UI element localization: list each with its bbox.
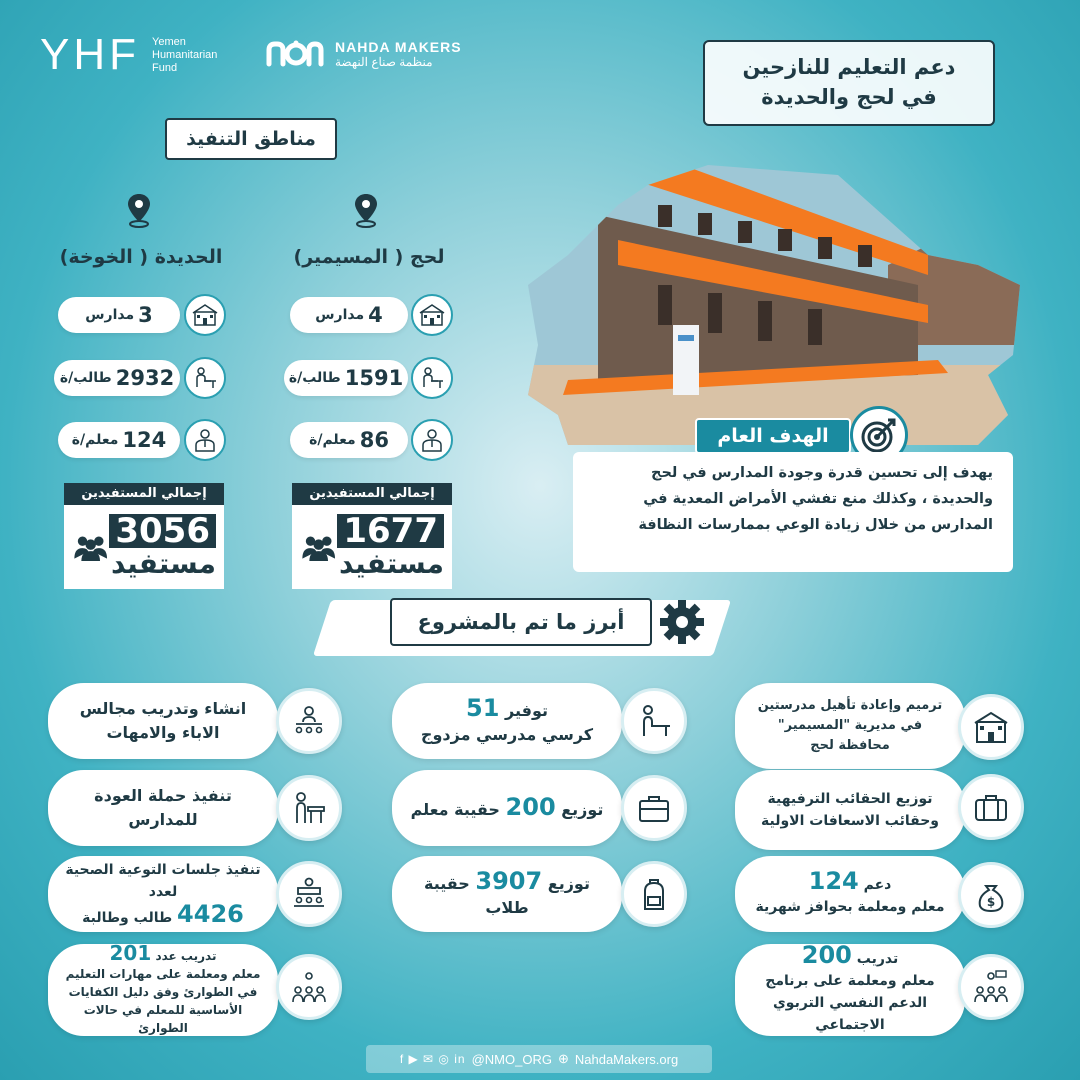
lahj-schools-stat: 4 مدارس: [290, 297, 408, 333]
total-label: إجمالي المستفيدين: [292, 483, 452, 505]
hodeidah-teachers-stat: 124 معلم/ة: [58, 422, 180, 458]
footer: [366, 1045, 712, 1073]
svg-text:$: $: [986, 895, 996, 909]
hodeidah-total-number: 3056: [109, 514, 216, 548]
achievements-heading: أبرز ما تم بالمشروع: [390, 598, 652, 646]
people-icon: [72, 523, 109, 571]
social-icons[interactable]: f ▶ ✉ ◎ in: [399, 1052, 466, 1066]
nahda-logo-icon: [265, 40, 327, 70]
nahda-makers-logo: [265, 40, 462, 70]
lahj-total-number: 1677: [337, 514, 444, 548]
student-icon: [411, 357, 453, 399]
school-building-photo: [508, 145, 1020, 450]
achievement-card: توزيع الحقائب الترفيهية وحقائب الاسعافات الاولية: [735, 770, 965, 850]
nahda-logo-ar: منظمة صناع النهضة: [335, 55, 433, 69]
lahj-students-stat: 1591 طالب/ة: [284, 360, 408, 396]
achievement-card: تنفيذ حملة العودة للمدارس: [48, 770, 278, 846]
student-icon: [184, 357, 226, 399]
training-icon: [958, 954, 1024, 1020]
website-link[interactable]: NahdaMakers.org: [574, 1051, 679, 1067]
page-title: دعم التعليم للنازحين في لحج والحديدة: [703, 40, 995, 126]
teacher-icon: [184, 419, 226, 461]
suitcase-icon: [958, 774, 1024, 840]
achievement-card: دعم 124 معلم ومعلمة بحوافز شهرية: [735, 856, 965, 932]
globe-icon: ⊕: [557, 1051, 569, 1066]
achievement-card: توزيع 3907 حقيبة طلاب: [392, 856, 622, 932]
location-pin-icon: [352, 192, 380, 228]
school-building-icon: [958, 694, 1024, 760]
achievement-card: تدريب عدد 201 معلم ومعلمة على مهارات التعليم في الطوارئ وفق دليل الكفايات الأساسية للمعلم في حالات الطوارئ: [48, 944, 278, 1036]
social-handle[interactable]: @NMO_ORG: [471, 1051, 552, 1067]
training-group-icon: [276, 954, 342, 1020]
region-hodeidah-name: الحديدة ( الخوخة): [59, 246, 223, 268]
yhf-logo-text: Yemen Humanitarian Fund: [152, 35, 218, 74]
region-lahj-name: لحج ( المسيمير): [293, 246, 445, 268]
achievement-card: ترميم وإعادة تأهيل مدرستين في مديرية "المسيمير" محافظة لحج: [735, 683, 965, 769]
people-icon: [300, 523, 337, 571]
hodeidah-students-stat: 2932 طالب/ة: [54, 360, 180, 396]
yhf-logo-mark: YHF: [40, 30, 140, 79]
school-icon: [184, 294, 226, 336]
achievement-card: توفير 51 كرسي مدرسي مزدوج: [392, 683, 622, 759]
achievement-card: انشاء وتدريب مجالس الاباء والامهات: [48, 683, 278, 759]
nahda-logo-en: NAHDA MAKERS: [335, 39, 462, 55]
hodeidah-total-unit: مستفيد: [110, 547, 216, 580]
briefcase-icon: [621, 775, 687, 841]
total-label: إجمالي المستفيدين: [64, 483, 224, 505]
teacher-icon: [411, 419, 453, 461]
yhf-logo: [40, 30, 217, 80]
lahj-total: [292, 483, 452, 589]
achievement-card: توزيع 200 حقيبة معلم: [392, 770, 622, 846]
student-desk-icon: [621, 688, 687, 754]
meeting-icon: [276, 688, 342, 754]
hodeidah-total: [64, 483, 224, 589]
backpack-icon: [621, 861, 687, 927]
goal-description: يهدف إلى تحسين قدرة وجودة المدارس في لحج والحديدة ، وكذلك منع تفشي الأمراض المعدية في المدارس من خلال زيادة الوعي بممارسات النظافة: [573, 452, 1013, 572]
achievement-card: تدريب 200 معلم ومعلمة على برنامج الدعم النفسي التربوي الاجتماعي: [735, 944, 965, 1036]
school-icon: [411, 294, 453, 336]
money-bag-icon: [958, 862, 1024, 928]
teacher-desk-icon: [276, 775, 342, 841]
areas-heading: مناطق التنفيذ: [165, 118, 337, 160]
goal-label: الهدف العام: [695, 418, 851, 454]
hodeidah-schools-stat: 3 مدارس: [58, 297, 180, 333]
gear-icon: [658, 598, 706, 646]
lahj-total-unit: مستفيد: [338, 547, 444, 580]
lahj-teachers-stat: 86 معلم/ة: [290, 422, 408, 458]
location-pin-icon: [125, 192, 153, 228]
classroom-icon: [276, 861, 342, 927]
achievement-card: تنفيذ جلسات التوعية الصحية لعدد 4426 طالب وطالبة: [48, 856, 278, 932]
